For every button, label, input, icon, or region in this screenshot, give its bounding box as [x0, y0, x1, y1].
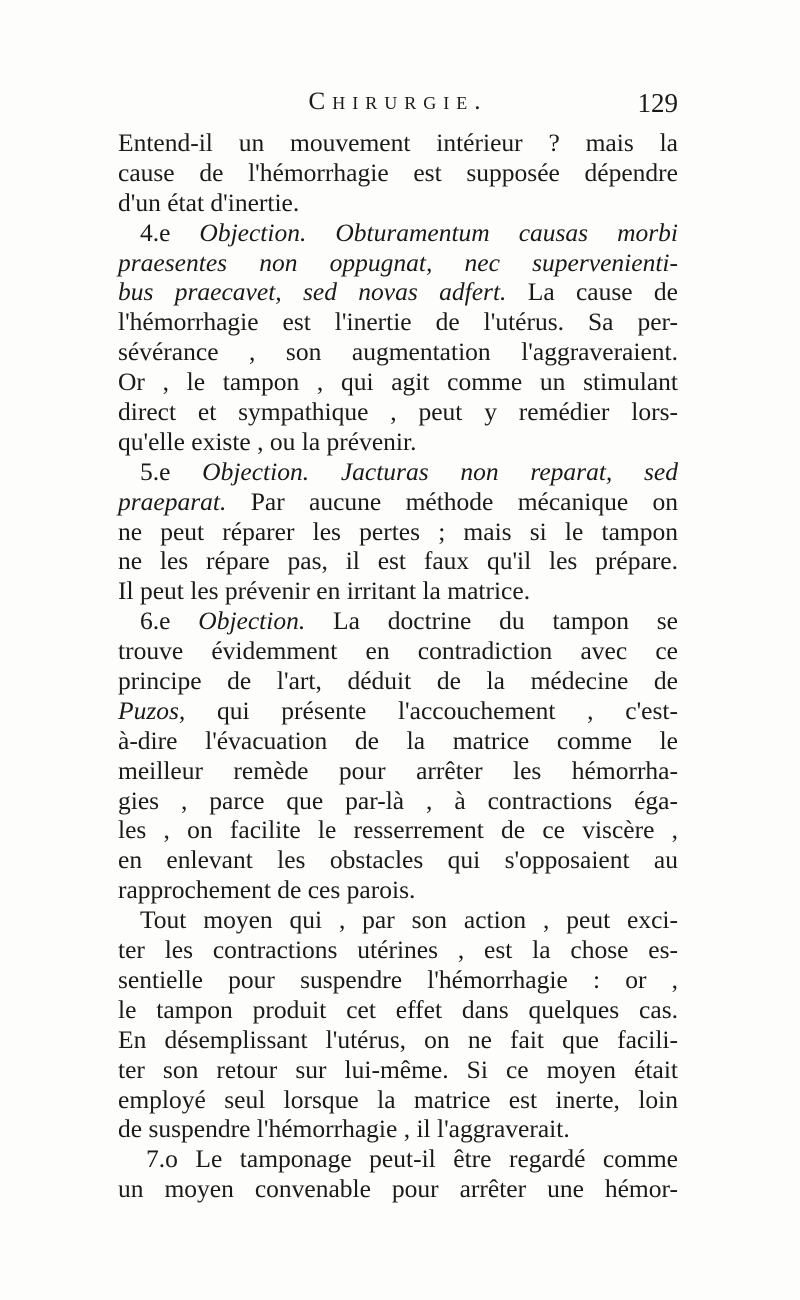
text-line: les , on facilite le resserrement de ce viscère , [118, 815, 678, 845]
text-line: gies , parce que par-là , à contractions éga- [118, 785, 678, 815]
text-line: Or , le tampon , qui agit comme un stimulant [118, 367, 678, 397]
page-number: 129 [637, 88, 678, 118]
text-line: bus praecavet, sed novas adfert. La cause de [118, 277, 678, 307]
text-line: Entend-il un mouvement intérieur ? mais la [118, 128, 678, 157]
text-line: rapprochement de ces parois. [118, 875, 416, 905]
text-line: cause de l'hémorrhagie est supposée dépendre [118, 157, 678, 187]
text-line: principe de l'art, déduit de la médecine de [118, 666, 678, 696]
text-line: trouve évidemment en contradiction avec ce [118, 636, 678, 666]
body-text [118, 128, 678, 1204]
paragraph-start: Tout moyen qui , par son action , peut exci- [140, 905, 678, 935]
text-line: le tampon produit cet effet dans quelques cas. [118, 994, 678, 1024]
question-7-heading: 7.o Le tamponage peut-il être regardé comme [146, 1144, 678, 1174]
text-line: ter son retour sur lui-même. Si ce moyen était [118, 1054, 678, 1084]
objection-5-heading: 5.e Objection. Jacturas non reparat, sed [140, 456, 678, 486]
text-line: sévérance , son augmentation l'aggraveraient. [118, 337, 678, 367]
text-line: employé seul lorsque la matrice est inerte, loin [118, 1084, 678, 1114]
text-line: d'un état d'inertie. [118, 187, 300, 217]
text-line: Puzos, qui présente l'accouchement , c'est- [118, 695, 678, 725]
objection-4-heading: 4.e Objection. Obturamentum causas morbi [140, 217, 678, 247]
text-line: direct et sympathique , peut y remédier lors- [118, 397, 678, 427]
running-title: Chirurgie. [308, 88, 488, 115]
text-line: à-dire l'évacuation de la matrice comme le [118, 725, 678, 755]
text-line: meilleur remède pour arrêter les hémorrha- [118, 755, 678, 785]
text-line: de suspendre l'hémorrhagie , il l'aggraverait. [118, 1114, 570, 1144]
text-line: ne les répare pas, il est faux qu'il les prépare. [118, 546, 678, 576]
text-line: Il peut les prévenir en irritant la matrice. [118, 576, 531, 606]
text-line: un moyen convenable pour arrêter une hémor- [118, 1174, 678, 1204]
objection-6-heading: 6.e Objection. La doctrine du tampon se [140, 606, 679, 636]
text-line: en enlevant les obstacles qui s'opposaient au [118, 845, 678, 875]
text-line: En désemplissant l'utérus, on ne fait que facili- [118, 1024, 678, 1054]
text-line: praesentes non oppugnat, nec supervenienti- [118, 247, 678, 277]
text-line: sentielle pour suspendre l'hémorrhagie : or , [118, 964, 678, 994]
page-header [118, 88, 678, 128]
text-line: qu'elle existe , ou la prévenir. [118, 426, 417, 456]
text-line: ne peut réparer les pertes ; mais si le tampon [118, 516, 678, 546]
text-line: praeparat. Par aucune méthode mécanique on [118, 486, 678, 516]
text-line: l'hémorrhagie est l'inertie de l'utérus. Sa per- [118, 307, 678, 337]
text-line: ter les contractions utérines , est la chose es- [118, 935, 678, 965]
